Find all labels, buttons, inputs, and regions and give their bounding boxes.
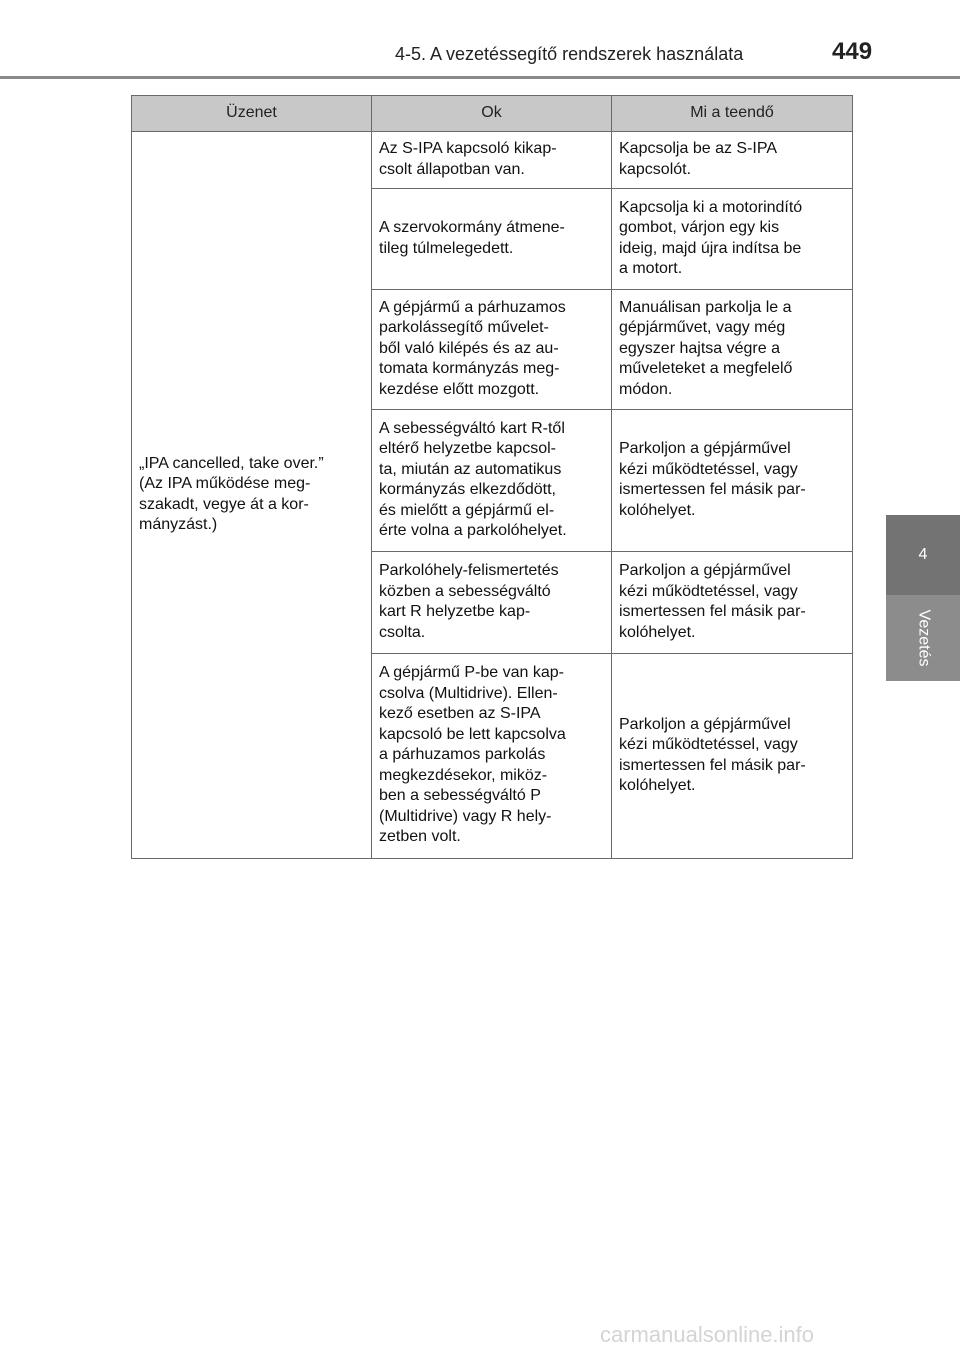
action-cell <box>612 189 853 290</box>
action-text: Kapcsolja be az S-IPA kapcsolót. <box>619 140 778 178</box>
chapter-number: 4 <box>886 515 960 595</box>
cause-cell <box>372 290 612 410</box>
watermark-logo <box>600 1322 940 1348</box>
action-text: Parkoljon a gépjárművel kézi működtetéssel, vagy ismertessen fel másik par- kolóhelyet. <box>619 562 806 641</box>
header-divider <box>0 76 960 79</box>
cause-text: A szervokormány átmene- tileg túlmelegedett. <box>379 219 565 257</box>
cause-cell <box>372 189 612 290</box>
column-header-message: Üzenet <box>132 96 372 132</box>
cause-cell <box>372 552 612 654</box>
table-header-row <box>132 96 853 132</box>
action-text: Parkoljon a gépjárművel kézi működtetéssel, vagy ismertessen fel másik par- kolóhelyet. <box>619 440 806 519</box>
action-cell <box>612 290 853 410</box>
chapter-label-box <box>886 595 960 681</box>
cause-cell <box>372 654 612 859</box>
action-cell <box>612 654 853 859</box>
action-cell <box>612 552 853 654</box>
cause-text: Az S-IPA kapcsoló kikap- csolt állapotban van. <box>379 140 557 178</box>
section-title: 4-5. A vezetéssegítő rendszerek használata <box>395 44 744 64</box>
cause-text: A gépjármű a párhuzamos parkolássegítő művelet- ből való kilépés és az au- tomata kormányzás meg- kezdése előtt mozgott. <box>379 298 566 398</box>
action-text: Manuálisan parkolja le a gépjárművet, vagy még egyszer hajtsa végre a műveleteket a megfelelő módon. <box>619 298 793 398</box>
chapter-label: Vezetés <box>915 609 932 667</box>
action-cell <box>612 410 853 552</box>
table-row <box>132 132 853 189</box>
action-text: Parkoljon a gépjárművel kézi működtetéssel, vagy ismertessen fel másik par- kolóhelyet. <box>619 715 806 794</box>
page-number: 449 <box>832 38 873 65</box>
action-text: Kapcsolja ki a motorindító gombot, várjon egy kis ideig, majd újra indítsa be a motort. <box>619 198 803 277</box>
column-header-action: Mi a teendő <box>612 96 853 132</box>
cause-text: Parkolóhely-felismertetés közben a sebességváltó kart R helyzetbe kap- csolta. <box>379 562 559 641</box>
cause-text: A gépjármű P-be van kap- csolva (Multidrive). Ellen- kező esetben az S-IPA kapcsoló be lett kapcsolva a párhuzamos parkolás megkezdésekor, miköz- ben a sebességváltó P (Multidrive) vagy R hely- zetben volt. <box>379 664 566 846</box>
cause-cell <box>372 132 612 189</box>
chapter-tab <box>886 515 960 681</box>
message-text: „IPA cancelled, take over.” (Az IPA működése meg- szakadt, vegye át a kor- mányzást.) <box>139 454 324 533</box>
cause-text: A sebességváltó kart R-től eltérő helyzetbe kapcsol- ta, miután az automatikus kormányzás elkezdődött, és mielőtt a gépjármű el- érte volna a parkolóhelyet. <box>379 419 567 539</box>
action-cell <box>612 132 853 189</box>
column-header-cause: Ok <box>372 96 612 132</box>
svg-text:carmanualsonline.info: carmanualsonline.info <box>600 1322 815 1347</box>
cause-cell <box>372 410 612 552</box>
message-cell <box>132 132 372 859</box>
message-table <box>131 95 853 859</box>
